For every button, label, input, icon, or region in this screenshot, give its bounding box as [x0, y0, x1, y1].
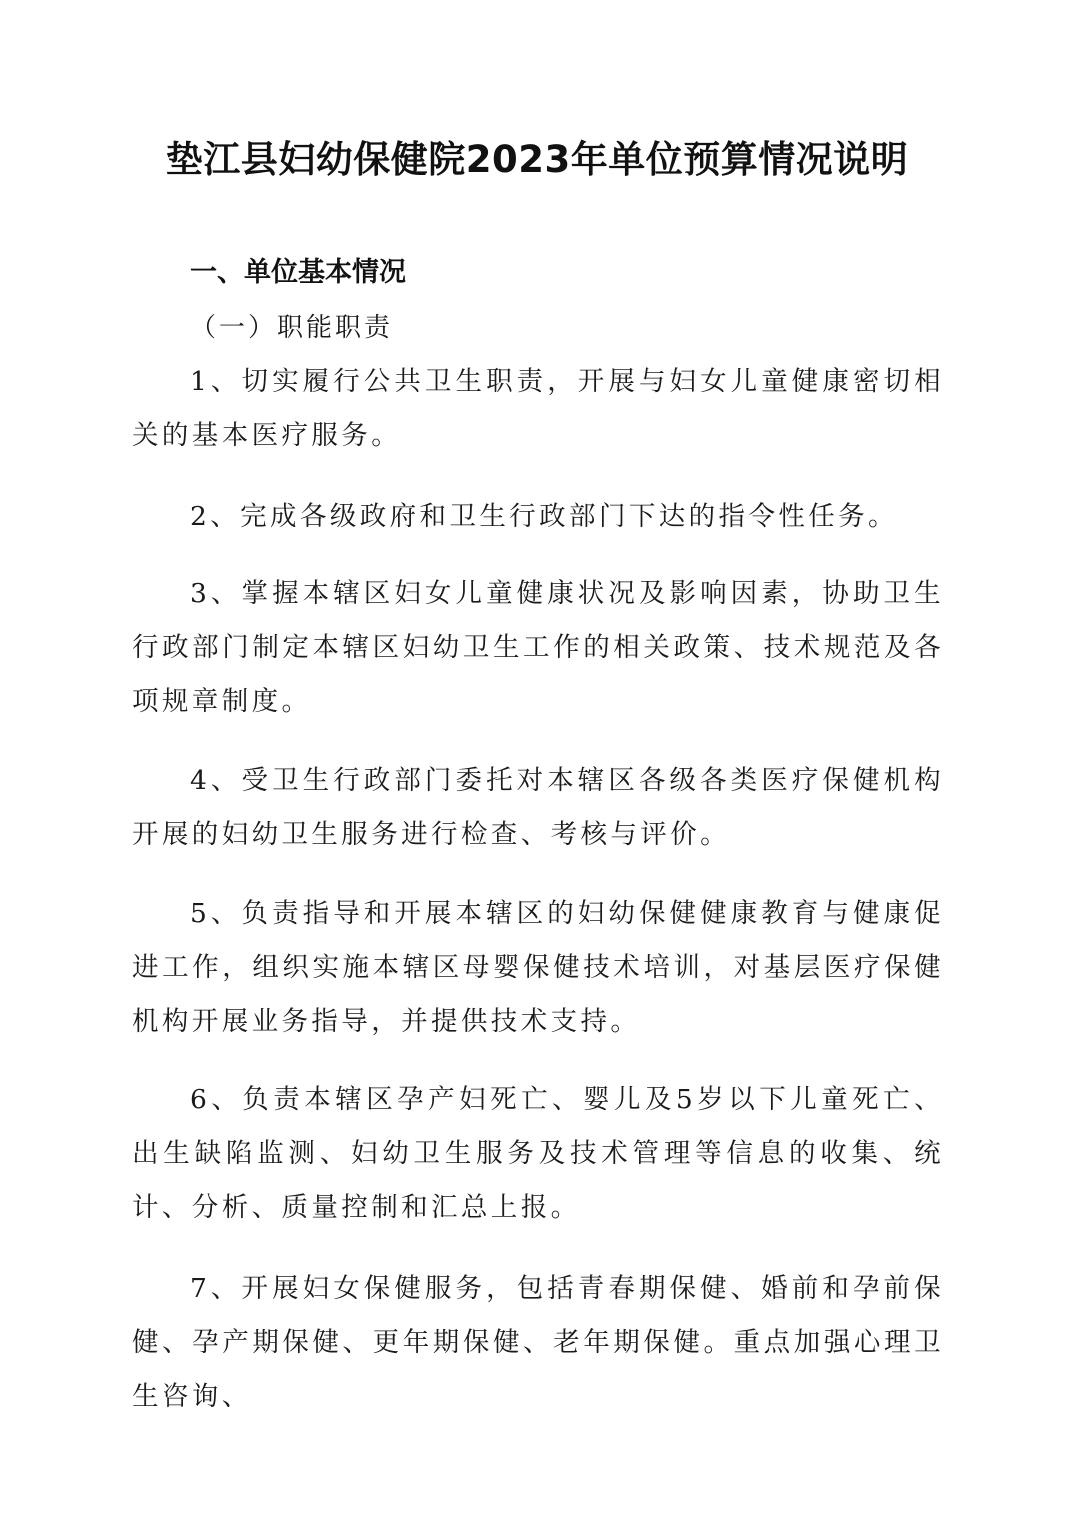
- paragraph-1: 1、切实履行公共卫生职责，开展与妇女儿童健康密切相关的基本医疗服务。: [132, 366, 944, 451]
- document-title: 垫江县妇幼保健院2023年单位预算情况说明: [165, 138, 909, 181]
- paragraph-4: 4、受卫生行政部门委托对本辖区各级各类医疗保健机构开展的妇幼卫生服务进行检查、考核与评价。: [132, 765, 944, 850]
- paragraph-5: 5、负责指导和开展本辖区的妇幼保健健康教育与健康促进工作，组织实施本辖区母婴保健技术培训，对基层医疗保健机构开展业务指导，并提供技术支持。: [132, 898, 944, 1037]
- paragraph-6: 6、负责本辖区孕产妇死亡、婴儿及5岁以下儿童死亡、出生缺陷监测、妇幼卫生服务及技术管理等信息的收集、统计、分析、质量控制和汇总上报。: [132, 1084, 944, 1223]
- paragraph-2: 2、完成各级政府和卫生行政部门下达的指令性任务。: [190, 501, 898, 532]
- sub-heading: （一）职能职责: [190, 313, 394, 343]
- section-heading: 一、单位基本情况: [190, 257, 406, 288]
- paragraph-7: 7、开展妇女保健服务，包括青春期保健、婚前和孕前保健、孕产期保健、更年期保健、老年期保健。重点加强心理卫生咨询、: [132, 1273, 944, 1412]
- paragraph-3: 3、掌握本辖区妇女儿童健康状况及影响因素，协助卫生行政部门制定本辖区妇幼卫生工作的相关政策、技术规范及各项规章制度。: [132, 578, 944, 717]
